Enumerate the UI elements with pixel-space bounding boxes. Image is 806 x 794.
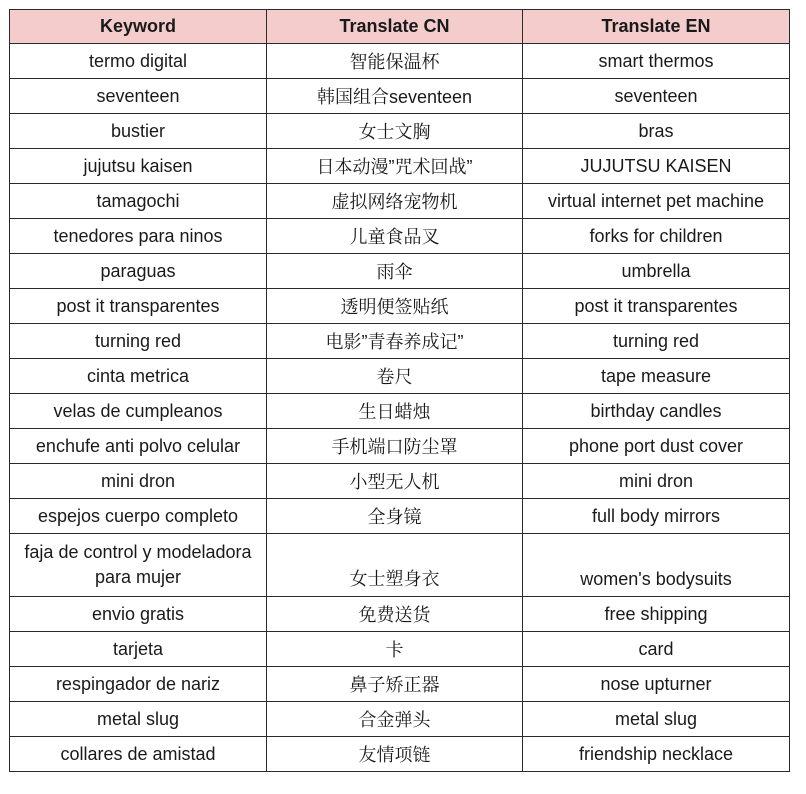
translate-en-cell: nose upturner (523, 667, 790, 702)
table-row (10, 632, 790, 667)
translate-en-cell: women's bodysuits (523, 534, 790, 597)
translate-en-cell: birthday candles (523, 394, 790, 429)
translate-en-cell: turning red (523, 324, 790, 359)
table-row (10, 184, 790, 219)
table-row (10, 219, 790, 254)
header-keyword: Keyword (10, 10, 267, 44)
keyword-cell: mini dron (10, 464, 267, 499)
translate-en-cell: smart thermos (523, 44, 790, 79)
table-row (10, 149, 790, 184)
keyword-cell: cinta metrica (10, 359, 267, 394)
translate-cn-cell: 友情项链 (267, 737, 523, 772)
translate-en-cell: full body mirrors (523, 499, 790, 534)
keyword-cell: post it transparentes (10, 289, 267, 324)
table-row (10, 254, 790, 289)
table-row (10, 429, 790, 464)
table-row (10, 79, 790, 114)
keyword-translation-table (9, 9, 790, 772)
header-translate-en: Translate EN (523, 10, 790, 44)
keyword-cell: paraguas (10, 254, 267, 289)
keyword-cell: tamagochi (10, 184, 267, 219)
table-row (10, 534, 790, 597)
table-row (10, 464, 790, 499)
table-row (10, 114, 790, 149)
translate-en-cell: virtual internet pet machine (523, 184, 790, 219)
keyword-cell: metal slug (10, 702, 267, 737)
translate-en-cell: mini dron (523, 464, 790, 499)
keyword-cell: jujutsu kaisen (10, 149, 267, 184)
translate-cn-cell: 透明便签贴纸 (267, 289, 523, 324)
translate-en-cell: post it transparentes (523, 289, 790, 324)
translate-en-cell: phone port dust cover (523, 429, 790, 464)
translate-cn-cell: 雨伞 (267, 254, 523, 289)
translate-en-cell: umbrella (523, 254, 790, 289)
translate-cn-cell: 全身镜 (267, 499, 523, 534)
translate-cn-cell: 合金弹头 (267, 702, 523, 737)
translate-cn-cell: 女士文胸 (267, 114, 523, 149)
keyword-cell: envio gratis (10, 597, 267, 632)
table-row (10, 44, 790, 79)
translate-cn-cell: 小型无人机 (267, 464, 523, 499)
table-row (10, 667, 790, 702)
table-row (10, 394, 790, 429)
keyword-cell: espejos cuerpo completo (10, 499, 267, 534)
translate-cn-cell: 手机端口防尘罩 (267, 429, 523, 464)
translate-en-cell: bras (523, 114, 790, 149)
translate-en-cell: seventeen (523, 79, 790, 114)
keyword-cell: enchufe anti polvo celular (10, 429, 267, 464)
keyword-cell: velas de cumpleanos (10, 394, 267, 429)
translate-cn-cell: 电影”青春养成记” (267, 324, 523, 359)
translate-en-cell: JUJUTSU KAISEN (523, 149, 790, 184)
keyword-cell: faja de control y modeladora para mujer (10, 534, 267, 597)
table-row (10, 499, 790, 534)
keyword-cell: respingador de nariz (10, 667, 267, 702)
translate-cn-cell: 日本动漫”咒术回战” (267, 149, 523, 184)
table-row (10, 702, 790, 737)
translate-cn-cell: 卡 (267, 632, 523, 667)
table-body (10, 44, 790, 772)
keyword-cell: tarjeta (10, 632, 267, 667)
translate-en-cell: friendship necklace (523, 737, 790, 772)
translate-en-cell: card (523, 632, 790, 667)
translate-cn-cell: 免费送货 (267, 597, 523, 632)
keyword-cell: turning red (10, 324, 267, 359)
translate-cn-cell: 韩国组合seventeen (267, 79, 523, 114)
header-translate-cn: Translate CN (267, 10, 523, 44)
translate-cn-cell: 女士塑身衣 (267, 534, 523, 597)
translate-cn-cell: 卷尺 (267, 359, 523, 394)
header-row (10, 10, 790, 44)
translate-cn-cell: 儿童食品叉 (267, 219, 523, 254)
keyword-cell: tenedores para ninos (10, 219, 267, 254)
table-row (10, 737, 790, 772)
table-row (10, 324, 790, 359)
keyword-cell: collares de amistad (10, 737, 267, 772)
translate-cn-cell: 生日蜡烛 (267, 394, 523, 429)
keyword-cell: seventeen (10, 79, 267, 114)
translate-cn-cell: 鼻子矫正器 (267, 667, 523, 702)
translate-en-cell: free shipping (523, 597, 790, 632)
translate-cn-cell: 智能保温杯 (267, 44, 523, 79)
keyword-cell: bustier (10, 114, 267, 149)
translate-en-cell: metal slug (523, 702, 790, 737)
table-row (10, 597, 790, 632)
translate-cn-cell: 虚拟网络宠物机 (267, 184, 523, 219)
translate-en-cell: forks for children (523, 219, 790, 254)
table-row (10, 359, 790, 394)
translate-en-cell: tape measure (523, 359, 790, 394)
table-row (10, 289, 790, 324)
keyword-cell: termo digital (10, 44, 267, 79)
